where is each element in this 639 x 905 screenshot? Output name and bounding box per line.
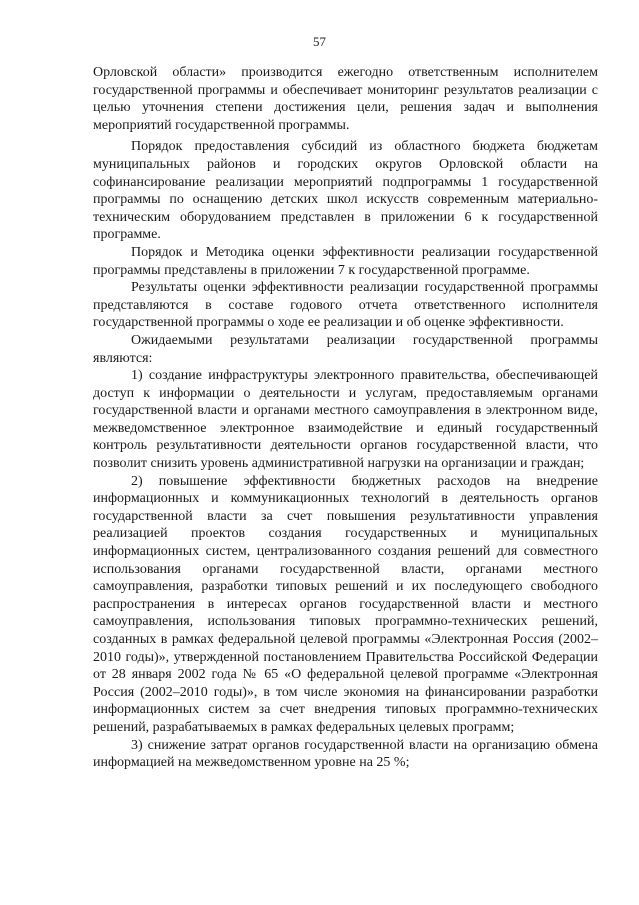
paragraph-subsidy-procedure: Порядок предоставления субсидий из областного бюджета бюджетам муниципальных районов и городских округов Орловской области на софинансирование реализации мероприятий подпрограммы 1 государственной программы по оснащению детских школ искусств современным материально-техническим оборудованием представлен в приложении 6 к государственной программе. — [93, 139, 598, 243]
page-number: 57 — [313, 34, 326, 49]
paragraph-expected-results: Ожидаемыми результатами реализации государственной программы являются: — [93, 332, 598, 366]
paragraph-evaluation-method: Порядок и Методика оценки эффективности реализации государственной программы представлены в приложении 7 к государственной программе. — [93, 244, 598, 278]
list-item-3: 3) снижение затрат органов государственной власти на организацию обмена информацией на межведомственном уровне на 25 %; — [93, 737, 598, 771]
page-body — [93, 64, 598, 772]
paragraph-continuation: Орловской области» производится ежегодно ответственным исполнителем государственной программы и обеспечивает мониторинг результатов реализации с целью уточнения степени достижения цели, решения задач и выполнения мероприятий государственной программы. — [93, 65, 598, 133]
paragraph-evaluation-results: Результаты оценки эффективности реализации государственной программы представляются в составе годового отчета ответственного исполнителя государственной программы о ходе ее реализации и об оценке эффективности. — [93, 280, 598, 331]
list-item-2: 2) повышение эффективности бюджетных расходов на внедрение информационных и коммуникационных технологий в деятельность органов государственной власти за счет повышения результативности управления реализацией проектов создания государственных и муниципальных информационных систем, централизованного создания решений для совместного использования органами государственной власти, органами местного самоуправления, разработки типовых решений и их последующего свободного распространения в интересах органов государственной власти и местного самоуправления, использования типовых программно-технических решений, созданных в рамках федеральной целевой программы «Электронная Россия (2002–2010 годы)», утвержденной постановлением Правительства Российской Федерации от 28 января 2002 года № 65 «О федеральной целевой программе «Электронная Россия (2002–2010 годы)», в том числе экономия на финансировании разработки информационных систем за счет внедрения типовых программно-технических решений, разрабатываемых в рамках федеральных целевых программ; — [93, 473, 598, 735]
list-item-1: 1) создание инфраструктуры электронного правительства, обеспечивающей доступ к информации о деятельности и услугам, предоставляемым органами государственной власти и органами местного самоуправления в электронном виде, межведомственное электронное взаимодействие и единый государственный контроль результативности деятельности органов государственной власти, что позволит снизить уровень административной нагрузки на организации и граждан; — [93, 368, 598, 472]
